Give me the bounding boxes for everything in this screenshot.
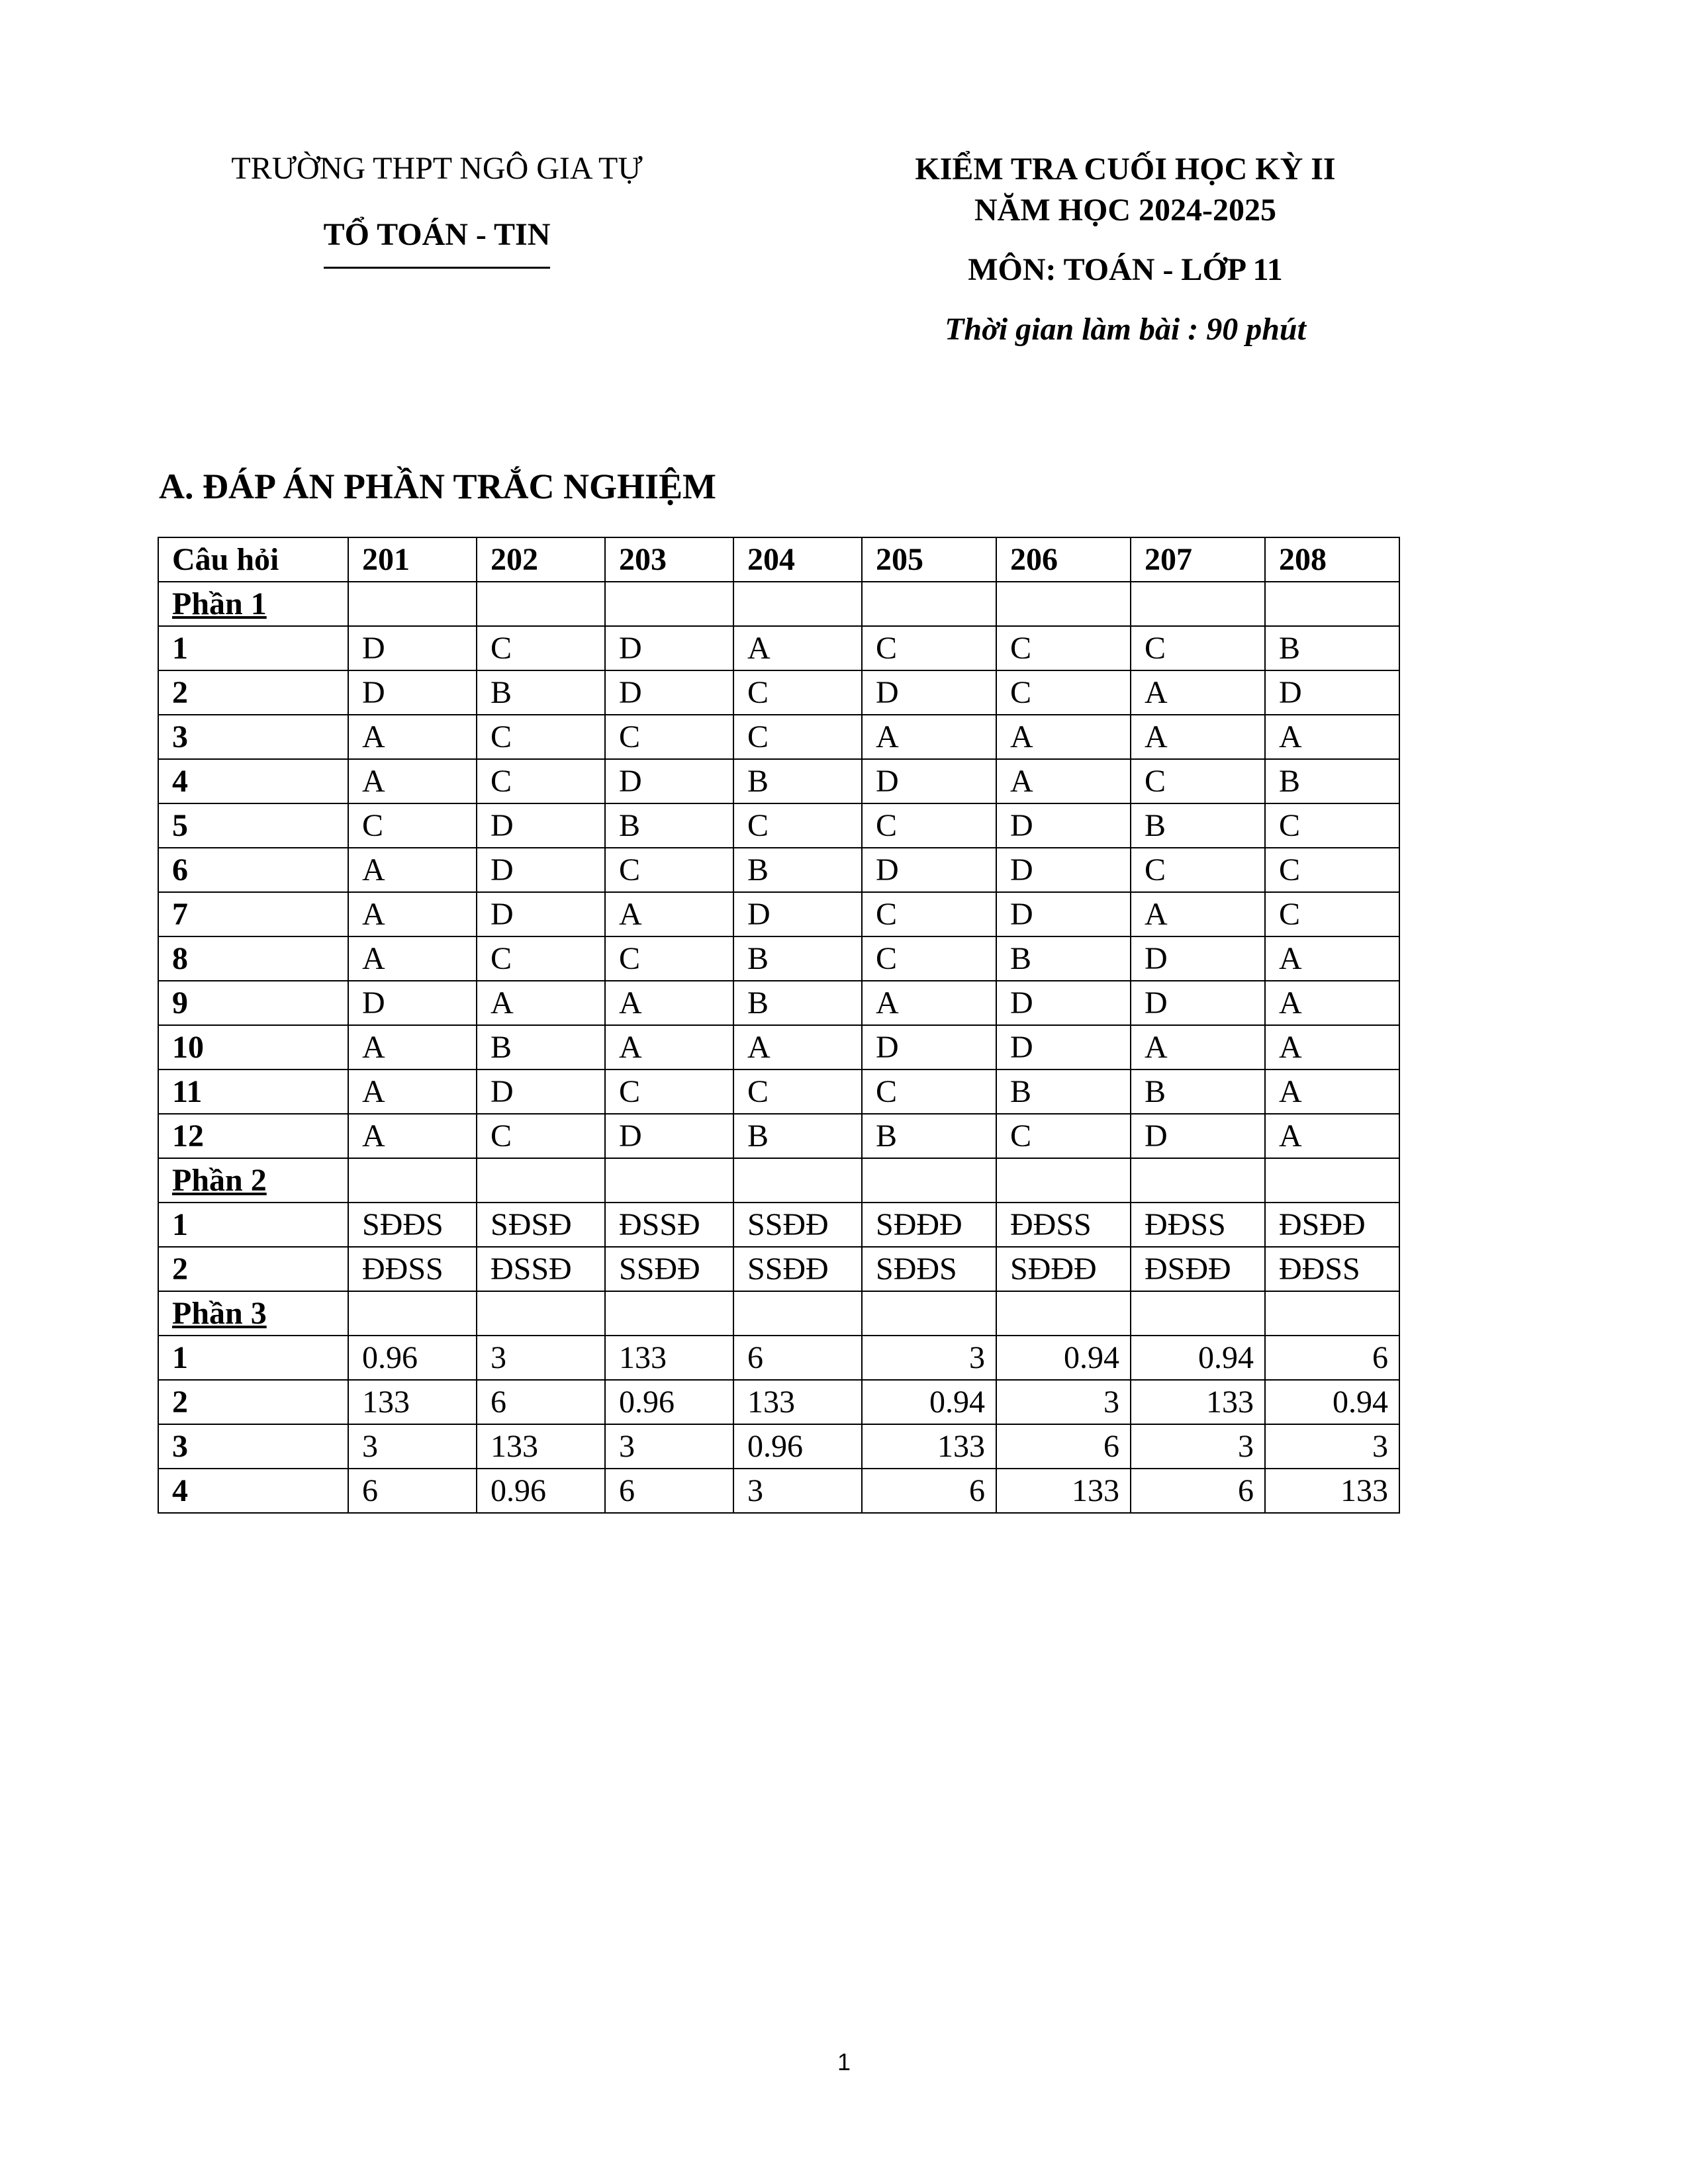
answer-cell: C xyxy=(862,1069,996,1114)
empty-cell xyxy=(1265,582,1399,626)
answer-cell: D xyxy=(1265,670,1399,715)
answer-cell: D xyxy=(733,892,862,936)
answer-cell: SĐĐS xyxy=(862,1247,996,1291)
answer-cell: A xyxy=(733,626,862,670)
answer-cell: C xyxy=(733,1069,862,1114)
empty-cell xyxy=(733,1291,862,1336)
answer-cell: 6 xyxy=(1265,1336,1399,1380)
answer-cell: C xyxy=(477,715,605,759)
answer-cell: 3 xyxy=(862,1336,996,1380)
answer-cell: ĐSĐĐ xyxy=(1131,1247,1265,1291)
answer-cell: 0.96 xyxy=(733,1424,862,1469)
answer-cell: B xyxy=(996,1069,1131,1114)
answer-cell: A xyxy=(348,1069,477,1114)
question-number-cell: 3 xyxy=(158,1424,348,1469)
answer-cell: 0.96 xyxy=(477,1469,605,1513)
table-row xyxy=(158,1336,1399,1380)
answer-cell: SĐĐĐ xyxy=(996,1247,1131,1291)
answer-cell: B xyxy=(996,936,1131,981)
answer-cell: 6 xyxy=(1131,1469,1265,1513)
answer-cell: D xyxy=(996,981,1131,1025)
section-title: A. ĐÁP ÁN PHẦN TRẮC NGHIỆM xyxy=(159,467,717,506)
header-cell-code: 205 xyxy=(862,537,996,582)
answer-cell: D xyxy=(348,670,477,715)
header-cell-code: 203 xyxy=(605,537,733,582)
answer-cell: D xyxy=(1131,936,1265,981)
answer-cell: A xyxy=(996,759,1131,803)
answer-key-table xyxy=(158,537,1400,1514)
answer-cell: D xyxy=(605,626,733,670)
answer-cell: B xyxy=(477,670,605,715)
empty-cell xyxy=(1265,1291,1399,1336)
answer-cell: C xyxy=(477,626,605,670)
table-row xyxy=(158,981,1399,1025)
table-row xyxy=(158,803,1399,848)
answer-cell: 3 xyxy=(348,1424,477,1469)
answer-cell: D xyxy=(996,848,1131,892)
page-number: 1 xyxy=(837,2048,851,2075)
question-number-cell: 1 xyxy=(158,626,348,670)
header-cell-code: 206 xyxy=(996,537,1131,582)
question-number-cell: 4 xyxy=(158,1469,348,1513)
question-number-cell: 12 xyxy=(158,1114,348,1158)
answer-cell: C xyxy=(477,1114,605,1158)
empty-cell xyxy=(605,1291,733,1336)
answer-cell: B xyxy=(733,1114,862,1158)
answer-cell: 3 xyxy=(733,1469,862,1513)
answer-cell: D xyxy=(477,848,605,892)
question-number-cell: 1 xyxy=(158,1203,348,1247)
answer-cell: A xyxy=(1265,1114,1399,1158)
answer-cell: D xyxy=(1131,1114,1265,1158)
empty-cell xyxy=(862,582,996,626)
answer-cell: C xyxy=(733,670,862,715)
answer-cell: 3 xyxy=(1265,1424,1399,1469)
answer-cell: B xyxy=(1131,1069,1265,1114)
answer-cell: B xyxy=(733,981,862,1025)
answer-cell: B xyxy=(862,1114,996,1158)
answer-cell: C xyxy=(996,670,1131,715)
answer-cell: C xyxy=(862,626,996,670)
answer-cell: ĐSSĐ xyxy=(605,1203,733,1247)
empty-cell xyxy=(733,1158,862,1203)
answer-cell: C xyxy=(605,848,733,892)
answer-key-body xyxy=(158,537,1399,1513)
table-row xyxy=(158,936,1399,981)
answer-cell: C xyxy=(605,715,733,759)
answer-cell: C xyxy=(996,1114,1131,1158)
table-row xyxy=(158,1114,1399,1158)
table-row xyxy=(158,1424,1399,1469)
answer-cell: D xyxy=(477,892,605,936)
question-number-cell: 9 xyxy=(158,981,348,1025)
answer-cell: ĐSSĐ xyxy=(477,1247,605,1291)
answer-cell: C xyxy=(477,936,605,981)
empty-cell xyxy=(862,1158,996,1203)
answer-cell: A xyxy=(862,981,996,1025)
question-number-cell: 3 xyxy=(158,715,348,759)
answer-cell: C xyxy=(996,626,1131,670)
answer-cell: C xyxy=(605,936,733,981)
table-row xyxy=(158,759,1399,803)
answer-cell: ĐĐSS xyxy=(1131,1203,1265,1247)
table-row xyxy=(158,626,1399,670)
table-row xyxy=(158,848,1399,892)
header-cell-code: 201 xyxy=(348,537,477,582)
answer-cell: C xyxy=(1131,848,1265,892)
empty-cell xyxy=(477,1291,605,1336)
part-label-cell xyxy=(158,1291,348,1336)
empty-cell xyxy=(996,1291,1131,1336)
question-number-cell: 6 xyxy=(158,848,348,892)
table-row xyxy=(158,715,1399,759)
question-number-cell: 11 xyxy=(158,1069,348,1114)
answer-cell: 133 xyxy=(348,1380,477,1424)
question-number-cell: 10 xyxy=(158,1025,348,1069)
answer-cell: 133 xyxy=(862,1424,996,1469)
answer-cell: 6 xyxy=(348,1469,477,1513)
question-number-cell: 8 xyxy=(158,936,348,981)
answer-cell: A xyxy=(1131,1025,1265,1069)
question-number-cell: 1 xyxy=(158,1336,348,1380)
table-row xyxy=(158,1380,1399,1424)
answer-cell: 133 xyxy=(996,1469,1131,1513)
answer-cell: B xyxy=(733,848,862,892)
subject-line: MÔN: TOÁN - LỚP 11 xyxy=(968,252,1283,287)
answer-cell: A xyxy=(1131,670,1265,715)
table-row xyxy=(158,1025,1399,1069)
answer-cell: C xyxy=(862,936,996,981)
answer-cell: 0.94 xyxy=(1131,1336,1265,1380)
answer-cell: 6 xyxy=(996,1424,1131,1469)
empty-cell xyxy=(477,1158,605,1203)
answer-cell: D xyxy=(477,1069,605,1114)
answer-cell: SSĐĐ xyxy=(733,1203,862,1247)
answer-cell: D xyxy=(348,626,477,670)
answer-cell: A xyxy=(733,1025,862,1069)
answer-cell: 3 xyxy=(477,1336,605,1380)
answer-cell: D xyxy=(862,848,996,892)
answer-cell: 3 xyxy=(996,1380,1131,1424)
answer-cell: ĐĐSS xyxy=(996,1203,1131,1247)
question-number-cell: 7 xyxy=(158,892,348,936)
question-number-cell: 5 xyxy=(158,803,348,848)
header-right xyxy=(834,149,1417,350)
answer-cell: B xyxy=(1265,759,1399,803)
answer-cell: C xyxy=(862,803,996,848)
answer-cell: A xyxy=(348,892,477,936)
answer-cell: C xyxy=(1265,803,1399,848)
empty-cell xyxy=(996,1158,1131,1203)
answer-cell: A xyxy=(348,848,477,892)
part-label: Phần 2 xyxy=(172,1162,267,1198)
part-label-cell xyxy=(158,1158,348,1203)
empty-cell xyxy=(605,582,733,626)
answer-cell: D xyxy=(996,803,1131,848)
answer-cell: A xyxy=(477,981,605,1025)
table-header-row xyxy=(158,537,1399,582)
answer-cell: C xyxy=(1265,892,1399,936)
part-row xyxy=(158,1291,1399,1336)
answer-cell: A xyxy=(1131,892,1265,936)
empty-cell xyxy=(862,1291,996,1336)
answer-cell: D xyxy=(862,1025,996,1069)
answer-cell: B xyxy=(733,936,862,981)
answer-cell: ĐĐSS xyxy=(1265,1247,1399,1291)
answer-cell: A xyxy=(862,715,996,759)
answer-cell: B xyxy=(733,759,862,803)
answer-cell: A xyxy=(348,1025,477,1069)
empty-cell xyxy=(348,1291,477,1336)
answer-cell: A xyxy=(1265,1069,1399,1114)
answer-cell: 6 xyxy=(477,1380,605,1424)
answer-cell: 133 xyxy=(1265,1469,1399,1513)
table-row xyxy=(158,1203,1399,1247)
answer-cell: SĐSĐ xyxy=(477,1203,605,1247)
answer-cell: 6 xyxy=(862,1469,996,1513)
header-cell-code: 208 xyxy=(1265,537,1399,582)
table-row xyxy=(158,892,1399,936)
answer-cell: A xyxy=(348,936,477,981)
school-year: NĂM HỌC 2024-2025 xyxy=(974,193,1276,228)
answer-cell: D xyxy=(996,1025,1131,1069)
answer-cell: A xyxy=(348,1114,477,1158)
answer-cell: D xyxy=(862,670,996,715)
part-label: Phần 3 xyxy=(172,1295,267,1331)
answer-cell: B xyxy=(1265,626,1399,670)
answer-cell: SĐĐS xyxy=(348,1203,477,1247)
answer-cell: 0.94 xyxy=(862,1380,996,1424)
exam-duration: Thời gian làm bài : 90 phút xyxy=(945,312,1306,347)
answer-cell: A xyxy=(1265,715,1399,759)
question-number-cell: 2 xyxy=(158,670,348,715)
empty-cell xyxy=(1265,1158,1399,1203)
table-row xyxy=(158,1069,1399,1114)
header-cell-code: 204 xyxy=(733,537,862,582)
empty-cell xyxy=(348,1158,477,1203)
answer-cell: D xyxy=(605,670,733,715)
empty-cell xyxy=(1131,1158,1265,1203)
header-left xyxy=(152,149,722,269)
answer-cell: A xyxy=(1265,1025,1399,1069)
answer-cell: C xyxy=(1131,626,1265,670)
part-row xyxy=(158,1158,1399,1203)
header-cell-question: Câu hỏi xyxy=(158,537,348,582)
answer-cell: D xyxy=(348,981,477,1025)
answer-cell: 3 xyxy=(1131,1424,1265,1469)
answer-cell: SĐĐĐ xyxy=(862,1203,996,1247)
part-label-cell xyxy=(158,582,348,626)
answer-cell: ĐSĐĐ xyxy=(1265,1203,1399,1247)
answer-cell: C xyxy=(348,803,477,848)
answer-cell: D xyxy=(477,803,605,848)
answer-cell: A xyxy=(605,981,733,1025)
answer-cell: 3 xyxy=(605,1424,733,1469)
answer-cell: 0.94 xyxy=(996,1336,1131,1380)
answer-cell: C xyxy=(1131,759,1265,803)
question-number-cell: 4 xyxy=(158,759,348,803)
answer-cell: SSĐĐ xyxy=(733,1247,862,1291)
answer-cell: D xyxy=(996,892,1131,936)
answer-cell: C xyxy=(605,1069,733,1114)
empty-cell xyxy=(477,582,605,626)
empty-cell xyxy=(348,582,477,626)
school-name: TRƯỜNG THPT NGÔ GIA TỰ xyxy=(231,151,643,186)
empty-cell xyxy=(733,582,862,626)
answer-cell: 6 xyxy=(605,1469,733,1513)
part-row xyxy=(158,582,1399,626)
question-number-cell: 2 xyxy=(158,1380,348,1424)
answer-cell: D xyxy=(605,759,733,803)
header-cell-code: 202 xyxy=(477,537,605,582)
answer-cell: B xyxy=(477,1025,605,1069)
answer-cell: B xyxy=(1131,803,1265,848)
answer-cell: 0.94 xyxy=(1265,1380,1399,1424)
empty-cell xyxy=(605,1158,733,1203)
answer-cell: A xyxy=(1265,981,1399,1025)
answer-cell: C xyxy=(733,715,862,759)
table-row xyxy=(158,1247,1399,1291)
answer-cell: 133 xyxy=(1131,1380,1265,1424)
answer-cell: A xyxy=(1265,936,1399,981)
answer-cell: A xyxy=(1131,715,1265,759)
exam-title: KIỂM TRA CUỐI HỌC KỲ II xyxy=(915,152,1336,187)
answer-cell: A xyxy=(996,715,1131,759)
answer-cell: D xyxy=(862,759,996,803)
answer-cell: 133 xyxy=(733,1380,862,1424)
header-cell-code: 207 xyxy=(1131,537,1265,582)
answer-cell: A xyxy=(348,759,477,803)
answer-cell: 133 xyxy=(605,1336,733,1380)
empty-cell xyxy=(1131,582,1265,626)
answer-cell: A xyxy=(348,715,477,759)
answer-cell: D xyxy=(1131,981,1265,1025)
question-number-cell: 2 xyxy=(158,1247,348,1291)
answer-cell: 0.96 xyxy=(348,1336,477,1380)
answer-cell: 0.96 xyxy=(605,1380,733,1424)
department-name: TỔ TOÁN - TIN xyxy=(324,215,551,269)
table-row xyxy=(158,1469,1399,1513)
answer-cell: B xyxy=(605,803,733,848)
answer-cell: A xyxy=(605,1025,733,1069)
answer-cell: A xyxy=(605,892,733,936)
empty-cell xyxy=(1131,1291,1265,1336)
answer-cell: SSĐĐ xyxy=(605,1247,733,1291)
table-row xyxy=(158,670,1399,715)
answer-cell: C xyxy=(733,803,862,848)
answer-cell: 6 xyxy=(733,1336,862,1380)
answer-cell: D xyxy=(605,1114,733,1158)
empty-cell xyxy=(996,582,1131,626)
answer-cell: ĐĐSS xyxy=(348,1247,477,1291)
answer-cell: C xyxy=(477,759,605,803)
answer-cell: 133 xyxy=(477,1424,605,1469)
answer-cell: C xyxy=(1265,848,1399,892)
answer-cell: C xyxy=(862,892,996,936)
part-label: Phần 1 xyxy=(172,586,267,621)
